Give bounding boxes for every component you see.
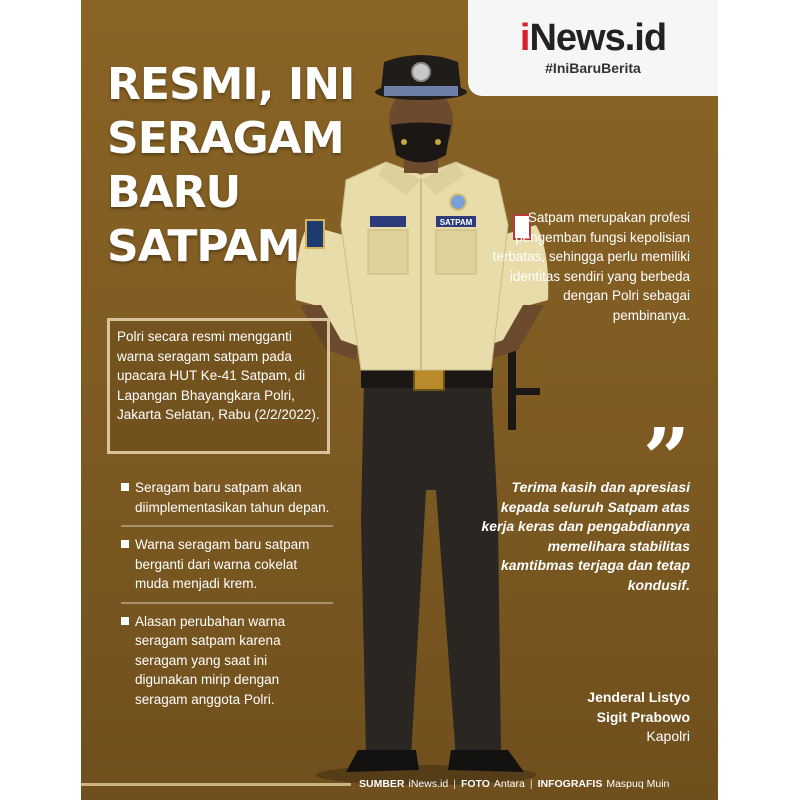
author-role: Kapolri	[646, 728, 690, 744]
headline	[107, 58, 355, 274]
info-paragraph: Satpam merupakan profesi pengemban fungsi kepolisian terbatas, sehingga perlu memiliki identitas sendiri yang berbeda dengan Polri sebagai pembinanya.	[492, 210, 690, 323]
bullet-item	[121, 535, 333, 604]
square-bullet-icon	[121, 540, 129, 548]
credit-foto-label: FOTO	[460, 778, 490, 790]
credit-infografis-value: Maspuq Muin	[606, 778, 670, 790]
bullet-item	[121, 478, 333, 527]
credit-separator: |	[453, 778, 456, 790]
quote-author	[490, 688, 690, 747]
quote-mark-icon: ”	[642, 411, 690, 507]
headline-line-1: RESMI, INI	[107, 59, 355, 110]
credit-sumber-label: SUMBER	[359, 778, 405, 790]
credit-separator: |	[529, 778, 533, 790]
brand-logo-box	[468, 0, 718, 96]
intro-box: Polri secara resmi mengganti warna seragam satpam pada upacara HUT Ke-41 Satpam, di Lapangan Bhayangkara Polri, Jakarta Selatan, Rabu (2/2/2022).	[107, 318, 330, 454]
quote-text: Terima kasih dan apresiasi kepada seluruh Satpam atas kerja keras dan pengabdiannya memelihara stabilitas kamtibmas terjaga dan tetap kondusif.	[481, 479, 690, 593]
headline-line-4: SATPAM	[107, 221, 300, 272]
page-margin	[718, 0, 800, 800]
credits-bar	[81, 778, 718, 790]
author-name-line-1: Jenderal Listyo	[587, 689, 690, 705]
bullet-text: Alasan perubahan warna seragam satpam karena seragam yang saat ini digunakan mirip dengan seragam anggota Polri.	[135, 613, 286, 707]
logo-prefix: i	[519, 17, 530, 59]
credit-infografis-label: INFOGRAFIS	[537, 778, 603, 790]
headline-line-3: BARU	[107, 167, 241, 218]
name-tag-text: SATPAM	[439, 218, 473, 227]
square-bullet-icon	[121, 483, 129, 491]
bullet-item	[121, 612, 333, 718]
brand-tagline: #IniBaruBerita	[545, 60, 641, 76]
bullet-list	[121, 478, 333, 725]
infographic-poster	[81, 0, 718, 800]
author-name-line-2: Sigit Prabowo	[596, 708, 690, 725]
headline-line-2: SERAGAM	[107, 113, 344, 164]
inews-logo	[468, 18, 718, 58]
credits-rule	[81, 783, 351, 786]
bullet-text: Seragam baru satpam akan diimplementasikan tahun depan.	[135, 480, 330, 515]
bullet-text: Warna seragam baru satpam berganti dari warna cokelat muda menjadi krem.	[135, 537, 310, 591]
credit-sumber-value: iNews.id	[408, 778, 449, 790]
credit-foto-value: Antara	[493, 778, 525, 790]
logo-rest: News.id	[529, 17, 667, 59]
square-bullet-icon	[121, 617, 129, 625]
